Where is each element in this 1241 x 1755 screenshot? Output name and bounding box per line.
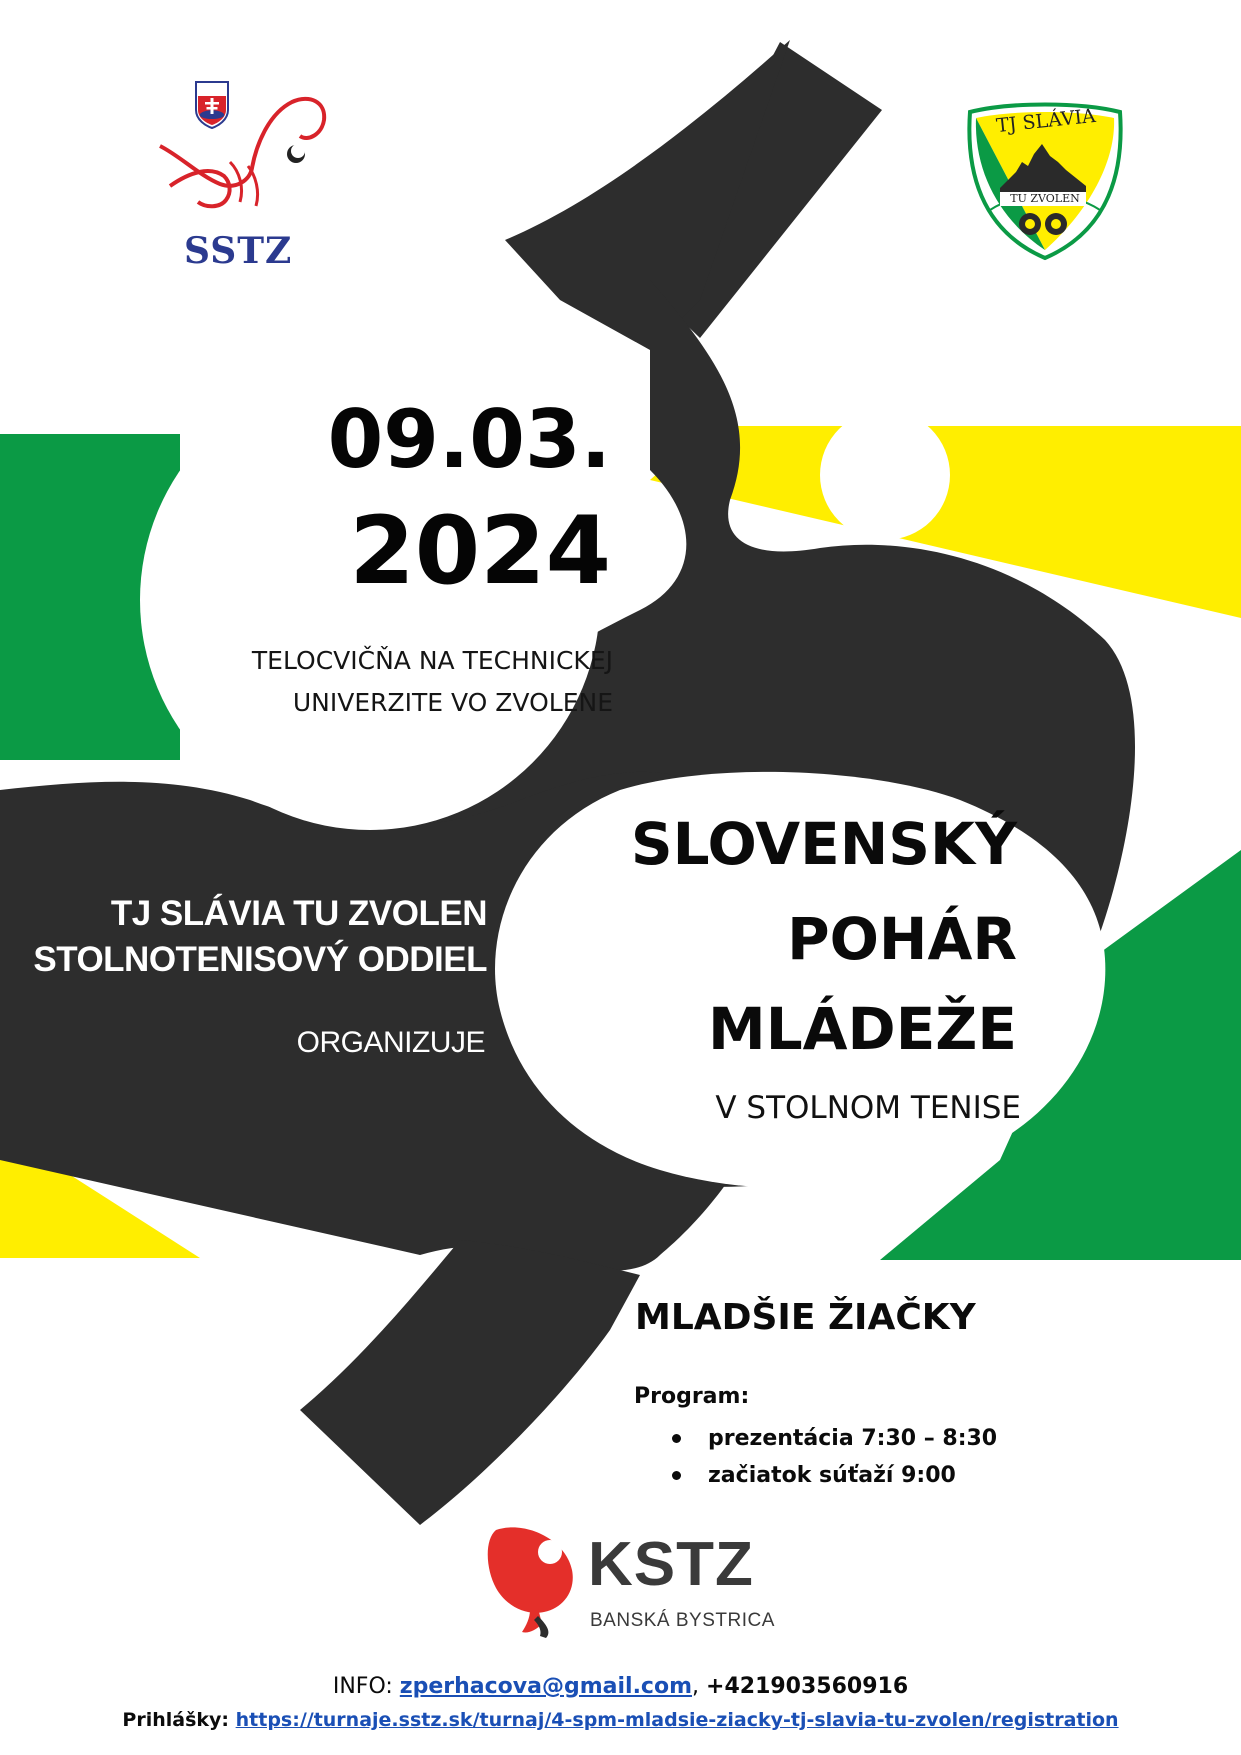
event-subtitle: V STOLNOM TENISE [715, 1090, 1021, 1126]
slavia-logo [960, 100, 1130, 265]
info-line [0, 1676, 1241, 1698]
kstz-logo-title: KSTZ [588, 1530, 754, 1599]
venue-line-2: UNIVERZITE VO ZVOLENE [292, 688, 613, 717]
sstz-logo [140, 76, 350, 286]
organizer-section: STOLNOTENISOVÝ ODDIEL [33, 940, 487, 979]
program-item-text: prezentácia 7:30 – 8:30 [708, 1426, 998, 1451]
slavia-logo-top-text: TJ SLÁVIA [995, 104, 1097, 138]
phone-number: +421903560916 [706, 1674, 909, 1699]
category-heading: MLADŠIE ŽIAČKY [635, 1297, 976, 1338]
program-item [668, 1420, 997, 1457]
event-title-line-2: POHÁR [787, 905, 1017, 973]
info-separator: , [692, 1674, 707, 1699]
program-list [668, 1420, 997, 1494]
ball [820, 410, 950, 540]
sstz-emblem [140, 76, 350, 226]
registration-link[interactable]: https://turnaje.sstz.sk/turnaj/4-spm-mladsie-ziacky-tj-slavia-tu-zvolen/registration [235, 1709, 1119, 1731]
program-item [668, 1457, 997, 1494]
registration-label: Prihlášky: [122, 1709, 236, 1731]
kstz-logo-subtitle: BANSKÁ BYSTRICA [590, 1610, 775, 1631]
email-link[interactable]: zperhacova@gmail.com [399, 1674, 693, 1699]
event-title-line-1: SLOVENSKÝ [630, 810, 1017, 878]
event-date: 09.03. [327, 393, 611, 486]
lower-paddle-handle [300, 1240, 640, 1525]
venue-line-1: TELOCVIČŇA NA TECHNICKEJ [251, 646, 613, 675]
info-label: INFO: [332, 1674, 400, 1699]
paddle-icon [486, 1520, 586, 1640]
slavia-logo-bottom-text: TU ZVOLEN [1010, 192, 1080, 205]
bullet-icon [672, 1434, 681, 1443]
program-label: Program: [634, 1384, 750, 1409]
organizer-verb: ORGANIZUJE [296, 1026, 485, 1059]
event-year: 2024 [349, 497, 611, 606]
program-item-text: začiatok súťaží 9:00 [708, 1463, 956, 1488]
kstz-logo [486, 1520, 775, 1640]
event-title-line-3: MLÁDEŽE [707, 995, 1017, 1063]
registration-line [0, 1711, 1241, 1730]
sstz-logo-text: SSTZ [184, 230, 293, 272]
organizer-club: TJ SLÁVIA TU ZVOLEN [110, 894, 487, 933]
bullet-icon [672, 1471, 681, 1480]
